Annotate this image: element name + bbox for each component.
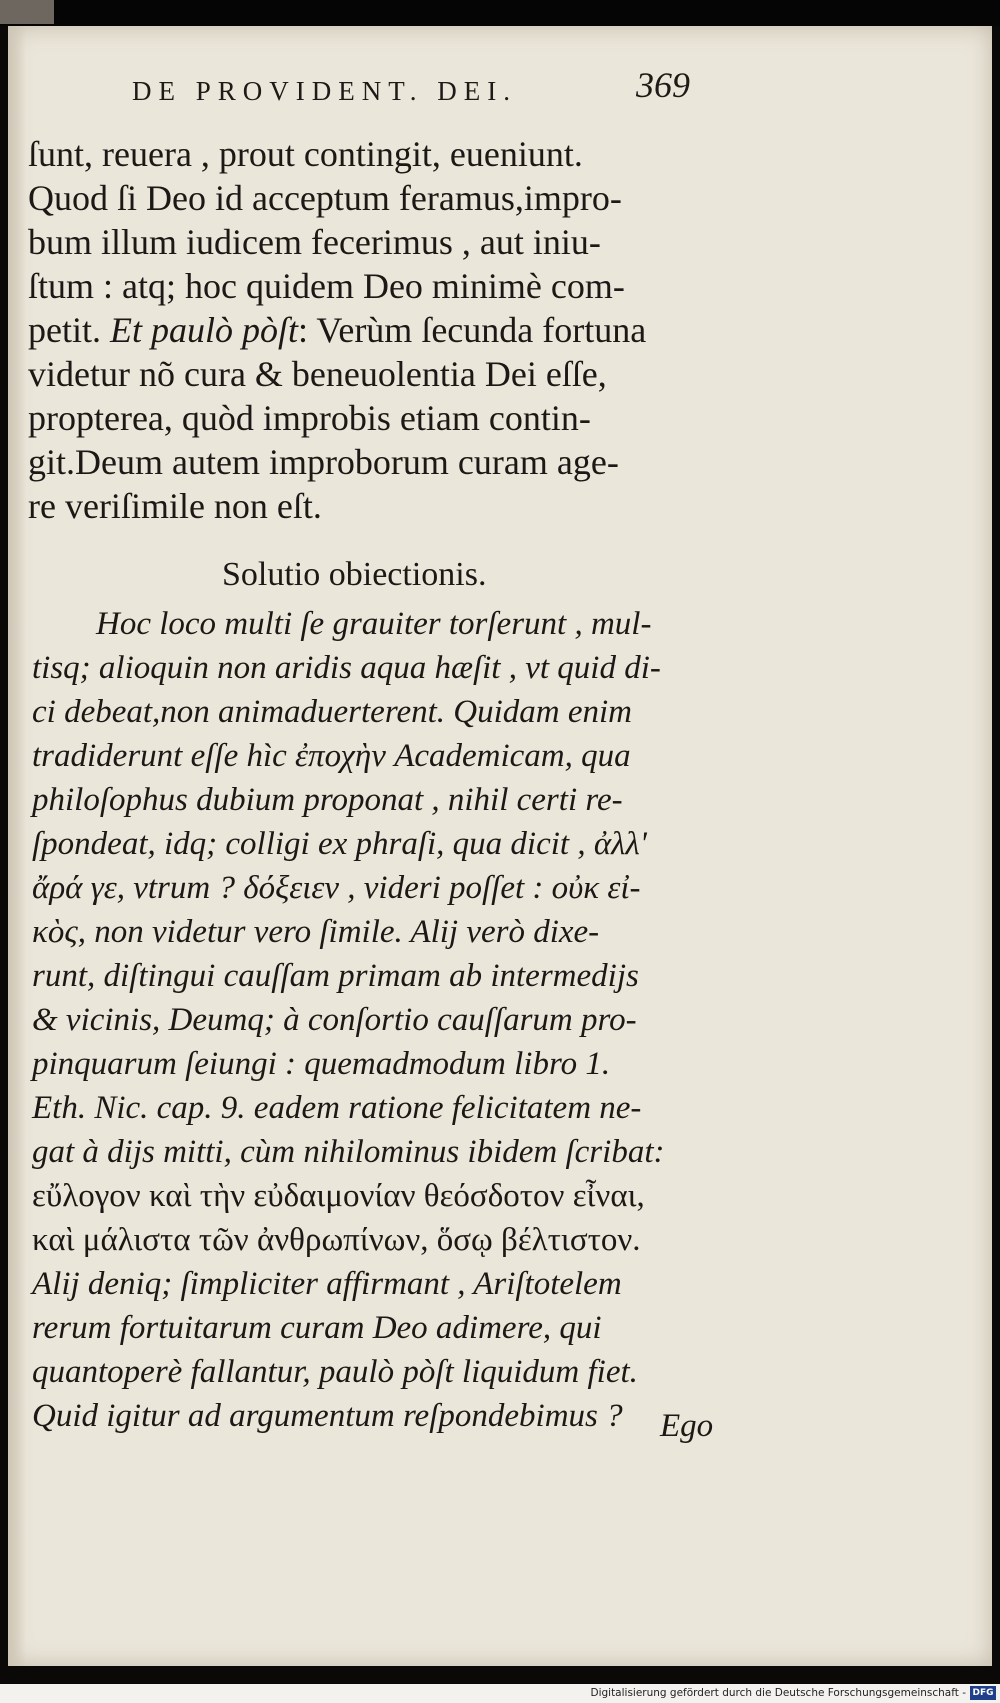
text-line: Quod ſi Deo id acceptum feramus,impro- [28,178,622,218]
italic-line: ſpondeat, idq; colligi ex phraſi, qua dicit , ἀλλ' [32,826,647,862]
top-corner-tab [0,0,54,24]
italic-line: quantoperè fallantur, paulò pòſt liquidum fiet. [32,1354,638,1390]
greek-line: καὶ μάλιστα τῶν ἀνθρωπίνων, ὅσῳ βέλτιστον. [32,1222,641,1258]
text-line: git.Deum autem improborum curam age- [28,442,619,482]
dfg-logo: DFG [970,1686,996,1700]
page-number: 369 [636,65,690,105]
italic-line: Alij deniq; ſimpliciter affirmant , Ariſtotelem [32,1266,622,1302]
section-heading: Solutio obiectionis. [222,556,487,593]
running-head: DE PROVIDENT. DEI. [132,76,517,106]
italic-line: runt, diſtingui cauſſam primam ab intermedijs [32,958,639,994]
italic-line: ci debeat,non animaduerterent. Quidam enim [32,694,632,730]
text-line: bum illum iudicem fecerimus , aut iniu- [28,222,601,262]
bottom-scan-edge [0,1666,1000,1684]
italic-phrase: Et paulò pòſt [109,310,298,350]
italic-line: κὸς, non videtur vero ſimile. Alij verò dixe- [32,914,600,950]
italic-line: gat à dijs mitti, cùm nihilominus ibidem ſcribat: [32,1134,665,1170]
italic-line: rerum fortuitarum curam Deo adimere, qui [32,1310,602,1346]
text-line: ſunt, reuera , prout contingit, eueniunt. [28,134,583,174]
italic-line: philoſophus dubium proponat , nihil certi re- [32,782,623,818]
text-line-end: : Verùm ſecunda fortuna [297,310,647,350]
text-line: re veriſimile non eſt. [28,486,322,526]
text-line-start: petit. [28,310,101,350]
top-scan-edge [0,0,1000,26]
italic-line: tisq; alioquin non aridis aqua hæſit , vt quid di- [32,650,661,686]
funding-credit: Digitalisierung gefördert durch die Deutsche Forschungsgemeinschaft - [590,1687,966,1699]
italic-line: & vicinis, Deumq; à conſortio cauſſarum pro- [32,1002,637,1038]
italic-line: Hoc loco multi ſe grauiter torſerunt , mul- [96,606,652,642]
greek-line: εὔλογον καὶ τὴν εὐδαιμονίαν θεόσδοτον εἶναι, [32,1178,645,1214]
text-line [28,310,646,350]
text-line: propterea, quòd improbis etiam contin- [28,398,591,438]
italic-line: ἄρά γε, vtrum ? δόξειεν , videri poſſet : οὐκ εἰ- [32,870,641,906]
text-line: ſtum : atq; hoc quidem Deo minimè com- [28,266,625,306]
catchword: Ego [660,1408,714,1444]
italic-line: Eth. Nic. cap. 9. eadem ratione felicitatem ne- [32,1090,642,1126]
text-line: videtur nõ cura & beneuolentia Dei eſſe, [28,354,607,394]
italic-line: pinquarum ſeiungi : quemadmodum libro 1. [32,1046,611,1082]
italic-line: Quid igitur ad argumentum reſpondebimus ? [32,1398,623,1434]
italic-line: tradiderunt eſſe hìc ἐποχὴν Academicam, qua [32,738,631,774]
